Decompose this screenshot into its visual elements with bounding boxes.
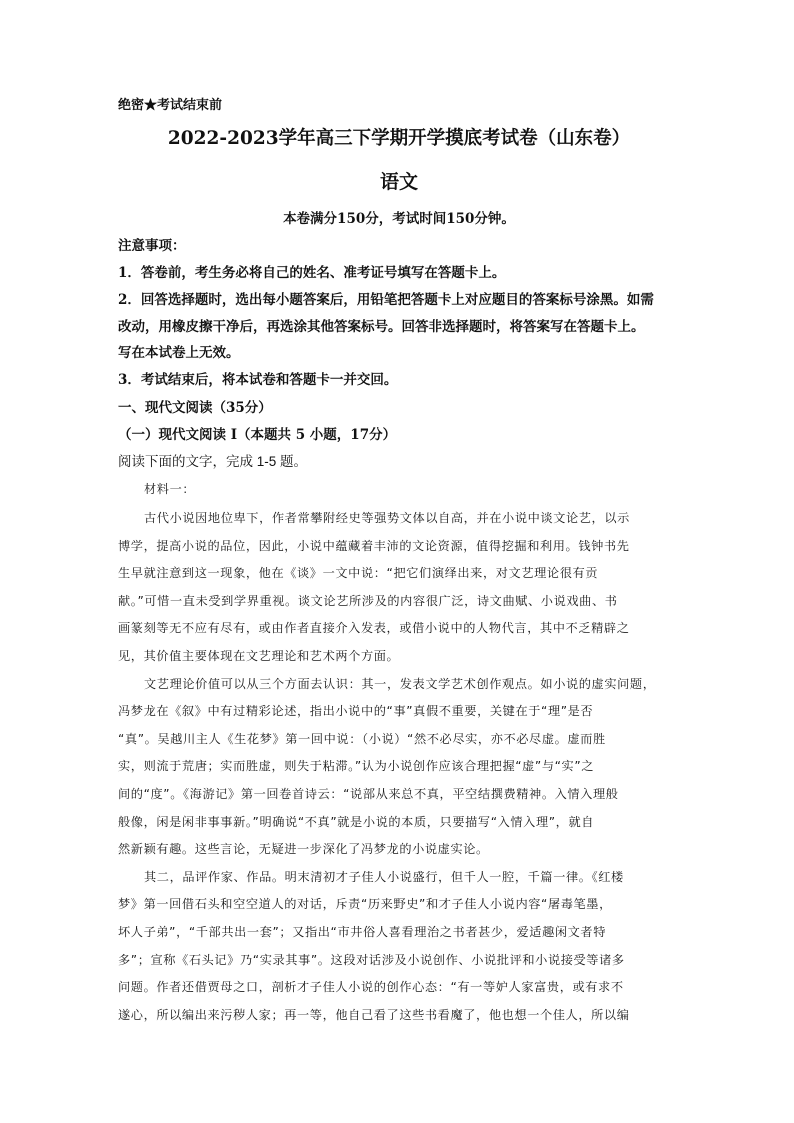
- material-line: 坏人子弟”，“千部共出一套”；又指出“市井俗人喜看理治之书者甚少，爱适趣闲文者特: [118, 925, 607, 939]
- material-line: 遂心，所以编出来污秽人家；再一等，他自己看了这些书看魔了，他也想一个佳人，所以编: [118, 1007, 630, 1022]
- confidential-label: 绝密★考试结束前: [118, 98, 223, 113]
- material-label: 材料一：: [144, 482, 196, 496]
- material-line: 然新颖有趣。这些言论，无疑进一步深化了冯梦龙的小说虚实论。: [118, 842, 489, 857]
- subsection-title: （一）现代文阅读 I（本题共 5 小题，17分）: [118, 427, 397, 443]
- note-item: 改动，用橡皮擦干净后，再选涂其他答案标号。回答非选择题时，将答案写在答题卡上。: [118, 319, 645, 335]
- material-line: 生早就注意到这一现象，他在《谈》一文中说：“把它们演绎出来，对文艺理论很有贡: [118, 566, 599, 581]
- material-line: 梦》第一回借石头和空空道人的对话，斥责“历来野史”和才子佳人小说内容“屠毒笔墨，: [118, 897, 612, 912]
- notes-heading: 注意事项：: [118, 238, 186, 254]
- material-line: 问题。作者还借贾母之口，剖析才子佳人小说的创作心态：“有一等妒人家富贵，或有求不: [118, 980, 624, 995]
- subject-title: 语文: [379, 171, 418, 193]
- exam-title: 2022-2023学年高三下学期开学摸底考试卷（山东卷）: [167, 128, 631, 149]
- material-line: 古代小说因地位卑下，作者常攀附经史等强势文体以自高，并在小说中谈文论艺，以示: [144, 511, 630, 525]
- note-item: 写在本试卷上无效。: [118, 345, 240, 361]
- material-line: 博学，提高小说的品位，因此，小说中蕴藏着丰沛的文论资源，值得挖掘和利用。钱钟书先: [118, 538, 630, 553]
- material-line: 其二，品评作家、作品。明末清初才子佳人小说盛行，但千人一腔，千篇一律。《红楼: [144, 869, 624, 884]
- note-item: 2．回答选择题时，选出每小题答案后，用铅笔把答题卡上对应题目的答案标号涂黑。如需: [118, 292, 654, 308]
- material-line: 文艺理论价值可以从三个方面去认识：其一，发表文学艺术创作观点。如小说的虚实问题，: [144, 676, 656, 691]
- section-title: 一、现代文阅读（35分）: [118, 400, 272, 416]
- note-item: 3．考试结束后，将本试卷和答题卡一并交回。: [118, 372, 398, 388]
- material-line: 般像，闲是闲非事事新。”明确说“不真”就是小说的本质，只要描写“入情入理”，就自: [118, 814, 595, 829]
- material-line: 多”；宣称《石头记》乃“实录其事”。这段对话涉及小说创作、小说批评和小说接受等诸多: [118, 952, 625, 967]
- material-line: “真”。吴越川主人《生花梦》第一回中说：（小说）“然不必尽实，亦不必尽虚。虚而胜: [118, 731, 606, 746]
- material-line: 实，则流于荒唐；实而胜虚，则失于粘滞。”认为小说创作应该合理把握“虚”与“实”之: [118, 759, 595, 774]
- reading-instruction: 阅读下面的文字，完成 1-5 题。: [118, 454, 308, 469]
- material-line: 间的“度”。《海游记》第一回卷首诗云：“说部从来总不真，平空结撰费精神。入情入理般: [118, 787, 619, 801]
- note-item: 1．答卷前，考生务必将自己的姓名、准考证号填写在答题卡上。: [118, 265, 506, 281]
- material-line: 献。”可惜一直未受到学界重视。谈文论艺所涉及的内容很广泛，诗文曲赋、小说戏曲、书: [118, 593, 618, 608]
- material-line: 冯梦龙在《叙》中有过精彩论述，指出小说中的“事”真假不重要，关键在于“理”是否: [118, 704, 594, 719]
- material-line: 见，其价值主要体现在文艺理论和艺术两个方面。: [118, 649, 400, 663]
- material-line: 画篆刻等无不应有尽有，或由作者直接介入发表，或借小说中的人物代言，其中不乏精辟之: [118, 621, 630, 636]
- score-info: 本卷满分150分，考试时间150分钟。: [283, 211, 515, 227]
